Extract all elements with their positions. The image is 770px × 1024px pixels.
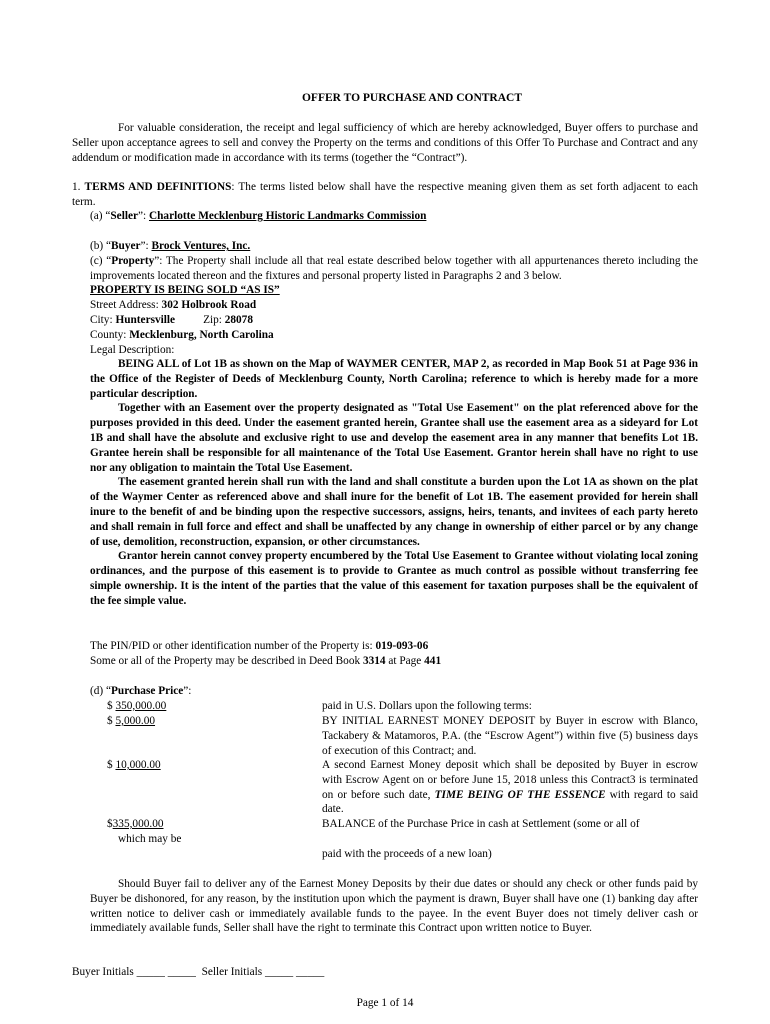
amount-value: 350,000.00 <box>115 700 167 712</box>
street-label: Street Address: <box>90 299 162 311</box>
city-value: Huntersville <box>115 314 176 326</box>
buyer-value: Brock Ventures, Inc. <box>151 240 251 252</box>
seller-line <box>90 209 698 224</box>
section-heading: TERMS AND DEFINITIONS <box>84 181 232 193</box>
county-label: County: <box>90 329 130 341</box>
zip-value: 28078 <box>224 314 253 326</box>
legal-paragraph: Grantor herein cannot convey property encumbered by the Total Use Easement to Grantee without violating local zoning ordinances, and the purpose of this easement is to provide to Grantee as much control as possible without transferring fee simple ownership. It is the intent of the parties that the value of this easement for taxation purposes shall be the equivalent of the fee simple value. <box>90 550 698 607</box>
price-amount-initial-deposit <box>107 714 155 729</box>
amount-value: 10,000.00 <box>115 759 161 771</box>
county-line <box>90 328 698 343</box>
price-amount-total <box>107 699 166 714</box>
street-value: 302 Holbrook Road <box>161 299 257 311</box>
buyer-mid: ”: <box>140 240 152 252</box>
purchase-price-prefix: (d) “ <box>90 685 112 697</box>
deed-page: 441 <box>424 655 442 667</box>
legal-paragraph: Together with an Easement over the property designated as "Total Use Easement" on the plat referenced above for the purposes provided in this deed. Under the easement granted herein, Grantee shall use the easement area as a sideyard for Lot 1B and shall have the absolute and exclusive right to use and develop the easement area in any manner that benefits Lot 1B. Grantee herein shall be responsible for all maintenance of the Total Use Easement. Grantor herein shall have no right to use nor any obligation to maintain the Total Use Easement. <box>90 402 698 474</box>
legal-paragraph: The easement granted herein shall run with the land and shall constitute a burden upon the Lot 1A as shown on the plat of the Waymer Center as referenced above and shall inure for the benefit of Lot 1B. The easement provided for herein shall inure to the benefit of and be binding upon the respective successors, assigns, heirs, tenants, and invitees of each party hereto and shall remain in full force and effect and shall be unaffected by any change in ownership of either parcel or by any change of use, demolition, reconstruction, expansion, or other circumstances. <box>90 476 698 548</box>
county-value: Mecklenburg, North Carolina <box>129 329 274 341</box>
purchase-price-suffix: ”: <box>183 685 192 697</box>
deed-text: Some or all of the Property may be described in Deed Book <box>90 655 363 667</box>
legal-description <box>90 357 698 609</box>
property-prefix: (c) “ <box>90 255 112 267</box>
second-deposit-tail: with regard to said date. <box>322 788 699 816</box>
balance-note: which may be <box>118 833 182 845</box>
price-amount-second-deposit <box>107 758 161 773</box>
section-1-terms <box>72 180 698 210</box>
property-definition <box>90 254 698 284</box>
initials-line: Buyer Initials _____ _____ Seller Initials _____ _____ <box>72 966 325 978</box>
legal-description-label: Legal Description: <box>90 344 175 356</box>
intro-paragraph: For valuable consideration, the receipt and legal sufficiency of which are hereby acknowledged, Buyer offers to purchase and Seller upon acceptance agrees to sell and convey the Property on the terms and conditions of this Offer To Purchase and Contract and any addendum or modification made in accordance with its terms (together the “Contract”). <box>72 122 698 164</box>
as-is-notice <box>90 283 698 298</box>
seller-prefix: (a) “ <box>90 210 111 222</box>
buyer-prefix: (b) “ <box>90 240 112 252</box>
street-address <box>90 298 698 313</box>
pin-value: 019-093-06 <box>375 640 429 652</box>
legal-paragraph: BEING ALL of Lot 1B as shown on the Map of WAYMER CENTER, MAP 2, as recorded in Map Book 51 at Page 936 in the Office of the Register of Deeds of Mecklenburg County, North Carolina; reference to which is hereby made for a more particular description. <box>90 358 698 400</box>
price-amount-balance <box>107 817 164 832</box>
city-label: City: <box>90 314 116 326</box>
property-label: Property <box>111 255 155 267</box>
pin-text: The PIN/PID or other identification number of the Property is: <box>90 640 376 652</box>
deed-line <box>90 654 698 669</box>
deed-text-2: at Page <box>385 655 425 667</box>
property-mid: ”: <box>154 255 166 267</box>
amount-value: 5,000.00 <box>115 715 156 727</box>
zip-label: Zip: <box>203 314 225 326</box>
document-title: OFFER TO PURCHASE AND CONTRACT <box>301 92 523 104</box>
price-desc-balance-2: paid with the proceeds of a new loan) <box>322 848 492 860</box>
page-number: Page 1 of 14 <box>356 997 414 1009</box>
purchase-price-heading <box>90 684 698 699</box>
city-zip <box>90 313 698 328</box>
dollar-sign: $ <box>107 700 116 712</box>
dollar-sign: $ <box>107 818 113 830</box>
amount-value: 335,000.00 <box>112 818 164 830</box>
purchase-price-label: Purchase Price <box>111 685 184 697</box>
price-desc-balance: BALANCE of the Purchase Price in cash at Settlement (some or all of <box>322 818 640 830</box>
deed-book: 3314 <box>362 655 386 667</box>
seller-label: Seller <box>110 210 138 222</box>
seller-value: Charlotte Mecklenburg Historic Landmarks Commission <box>148 210 427 222</box>
dollar-sign: $ <box>107 759 116 771</box>
as-is-label: PROPERTY IS BEING SOLD “AS IS” <box>90 284 280 296</box>
price-desc-total: paid in U.S. Dollars upon the following terms: <box>322 700 532 712</box>
price-desc-initial-deposit: BY INITIAL EARNEST MONEY DEPOSIT by Buyer in escrow with Blanco, Tackabery & Matamoros, P.A. (the “Escrow Agent”) within five (5) business days of execution of this Contract; and. <box>322 715 698 757</box>
dollar-sign: $ <box>107 715 116 727</box>
buyer-line <box>90 239 698 254</box>
earnest-money-paragraph: Should Buyer fail to deliver any of the Earnest Money Deposits by their due dates or should any check or other funds paid by Buyer be dishonored, for any reason, by the institution upon which the payment is drawn, Buyer shall have one (1) banking day after written notice to deliver cash or immediately available funds to the payee. In the event Buyer does not timely deliver cash or immediately available funds, Seller shall have the right to terminate this Contract upon written notice to Buyer. <box>90 878 698 935</box>
section-text: : The terms listed below shall have the respective meaning given them as set forth adjacent to each term. <box>72 181 698 208</box>
pin-line <box>90 639 698 654</box>
second-deposit-text: A second Earnest Money deposit which shall be deposited by Buyer in escrow with Escrow Agent on or before June 15, 2018 unless this Contract3 is terminated on or before such date, <box>322 759 698 801</box>
price-desc-second-deposit <box>322 758 698 817</box>
property-text: The Property shall include all that real estate described below together with all appurtenances thereto including the improvements located thereon and the fixtures and personal property listed in Paragraphs 2 and 3 below. <box>90 255 698 282</box>
section-number: 1. <box>72 181 81 193</box>
time-of-essence: TIME BEING OF THE ESSENCE <box>434 788 606 801</box>
buyer-label: Buyer <box>111 240 141 252</box>
seller-mid: ”: <box>138 210 149 222</box>
